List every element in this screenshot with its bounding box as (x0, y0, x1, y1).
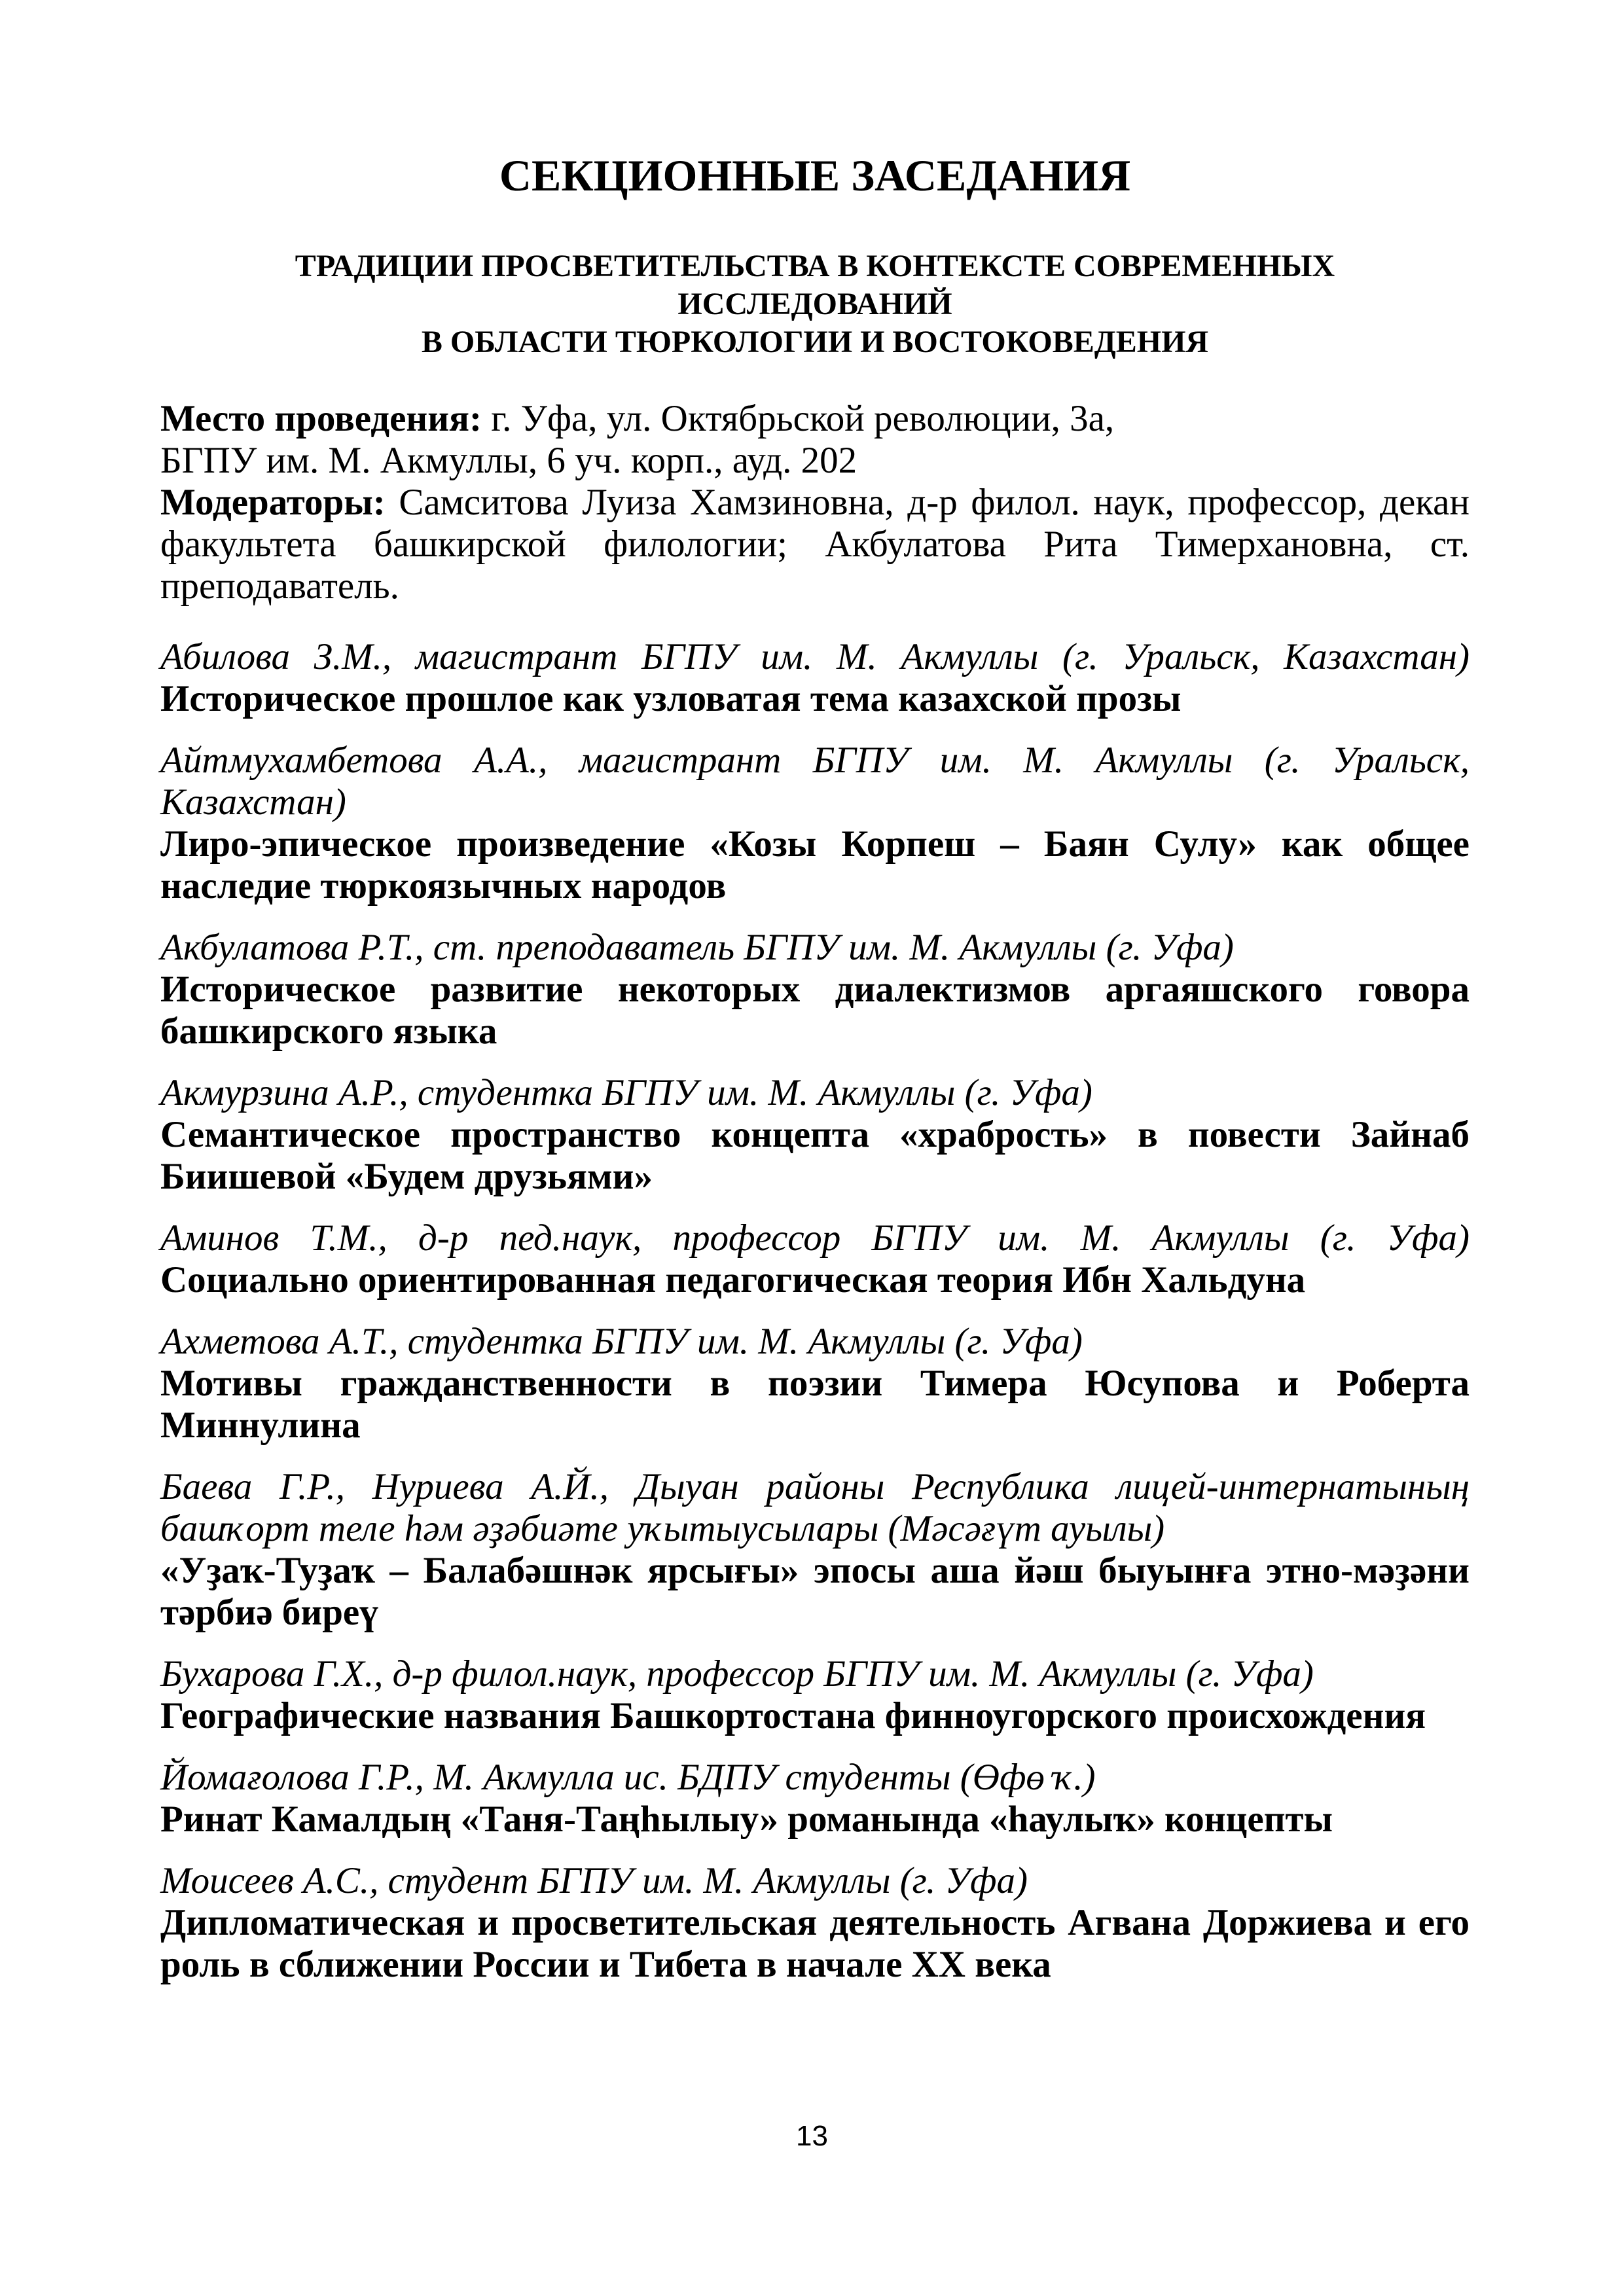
entry-authors: Акмурзина А.Р., студентка БГПУ им. М. Акмуллы (г. Уфа) (160, 1072, 1092, 1113)
page-number: 13 (796, 2120, 828, 2152)
entry-authors: Акбулатова Р.Т., ст. преподаватель БГПУ им. М. Акмуллы (г. Уфа) (160, 927, 1234, 968)
entry-title: Лиро-эпическое произведение «Козы Корпеш – Баян Сулу» как общее наследие тюркоязычных народов (160, 823, 1470, 906)
venue-line-2: БГПУ им. М. Акмуллы, 6 уч. корп., ауд. 202 (160, 440, 857, 481)
section-heading-line-2: В ОБЛАСТИ ТЮРКОЛОГИИ И ВОСТОКОВЕДЕНИЯ (421, 325, 1209, 359)
program-entry (160, 1072, 1470, 1198)
moderators-label: Модераторы: (160, 482, 386, 523)
entry-title: Историческое развитие некоторых диалектизмов аргаяшского говора башкирского языка (160, 969, 1470, 1052)
page-title: СЕКЦИОННЫЕ ЗАСЕДАНИЯ (499, 151, 1131, 200)
entry-authors: Аминов Т.М., д-р пед.наук, профессор БГПУ им. М. Акмуллы (г. Уфа) (160, 1217, 1470, 1259)
entry-authors: Айтмухамбетова А.А., магистрант БГПУ им. М. Акмуллы (г. Уральск, Казахстан) (160, 740, 1470, 823)
entry-authors: Моисеев А.С., студент БГПУ им. М. Акмуллы (г. Уфа) (160, 1860, 1028, 1901)
program-entry (160, 927, 1470, 1052)
venue-line-1 (160, 398, 1470, 440)
entry-authors: Ахметова А.Т., студентка БГПУ им. М. Акмуллы (г. Уфа) (160, 1321, 1083, 1362)
entries-list (160, 636, 1470, 1986)
moderators-paragraph (160, 482, 1470, 607)
session-info (160, 398, 1470, 607)
entry-title: «Уҙаҡ-Туҙаҡ – Балабәшнәк ярсығы» эпосы аша йәш быуынға этно-мәҙәни тәрбиә биреү (160, 1550, 1470, 1633)
section-heading (160, 247, 1470, 361)
entry-title: Географические названия Башкортостана финноугорского происхождения (160, 1695, 1426, 1736)
entry-authors: Йомағолова Г.Р., М. Акмулла ис. БДПУ студенты (Өфө ҡ.) (160, 1757, 1096, 1798)
program-entry (160, 1466, 1470, 1634)
entry-authors: Баева Г.Р., Нуриева А.Й., Дыуан районы Республика лицей-интернатының башҡорт теле һәм әҙәбиәте уҡытыусылары (Мәсәғүт ауылы) (160, 1466, 1470, 1549)
entry-title: Социально ориентированная педагогическая теория Ибн Хальдуна (160, 1259, 1306, 1300)
entry-title: Ринат Камалдың «Таня-Таңһылыу» романында «һаулыҡ» концепты (160, 1799, 1333, 1840)
venue-label: Место проведения: (160, 398, 482, 439)
venue-text: г. Уфа, ул. Октябрьской революции, 3а, (481, 398, 1115, 439)
entry-title: Семантическое пространство концепта «храбрость» в повести Зайнаб Биишевой «Будем друзьями» (160, 1114, 1470, 1197)
moderators-text: Самситова Луиза Хамзиновна, д-р филол. наук, профессор, декан факультета башкирской филологии; Акбулатова Рита Тимерхановна, ст. преподаватель. (160, 482, 1470, 607)
program-entry (160, 1321, 1470, 1446)
program-entry (160, 636, 1470, 720)
program-entry (160, 1653, 1470, 1737)
program-entry (160, 740, 1470, 907)
entry-title: Мотивы гражданственности в поэзии Тимера Юсупова и Роберта Миннулина (160, 1363, 1470, 1446)
program-entry (160, 1860, 1470, 1986)
page-footer (0, 2122, 1624, 2151)
entry-authors: Абилова З.М., магистрант БГПУ им. М. Акмуллы (г. Уральск, Казахстан) (160, 636, 1470, 677)
entry-authors: Бухарова Г.Х., д-р филол.наук, профессор БГПУ им. М. Акмуллы (г. Уфа) (160, 1653, 1314, 1695)
entry-title: Историческое прошлое как узловатая тема казахской прозы (160, 678, 1182, 719)
program-entry (160, 1217, 1470, 1301)
entry-title: Дипломатическая и просветительская деятельность Агвана Доржиева и его роль в сближении России и Тибета в начале XX века (160, 1902, 1470, 1985)
program-entry (160, 1757, 1470, 1840)
section-heading-line-1: ТРАДИЦИИ ПРОСВЕТИТЕЛЬСТВА В КОНТЕКСТЕ СОВРЕМЕННЫХ ИССЛЕДОВАНИЙ (295, 249, 1335, 321)
